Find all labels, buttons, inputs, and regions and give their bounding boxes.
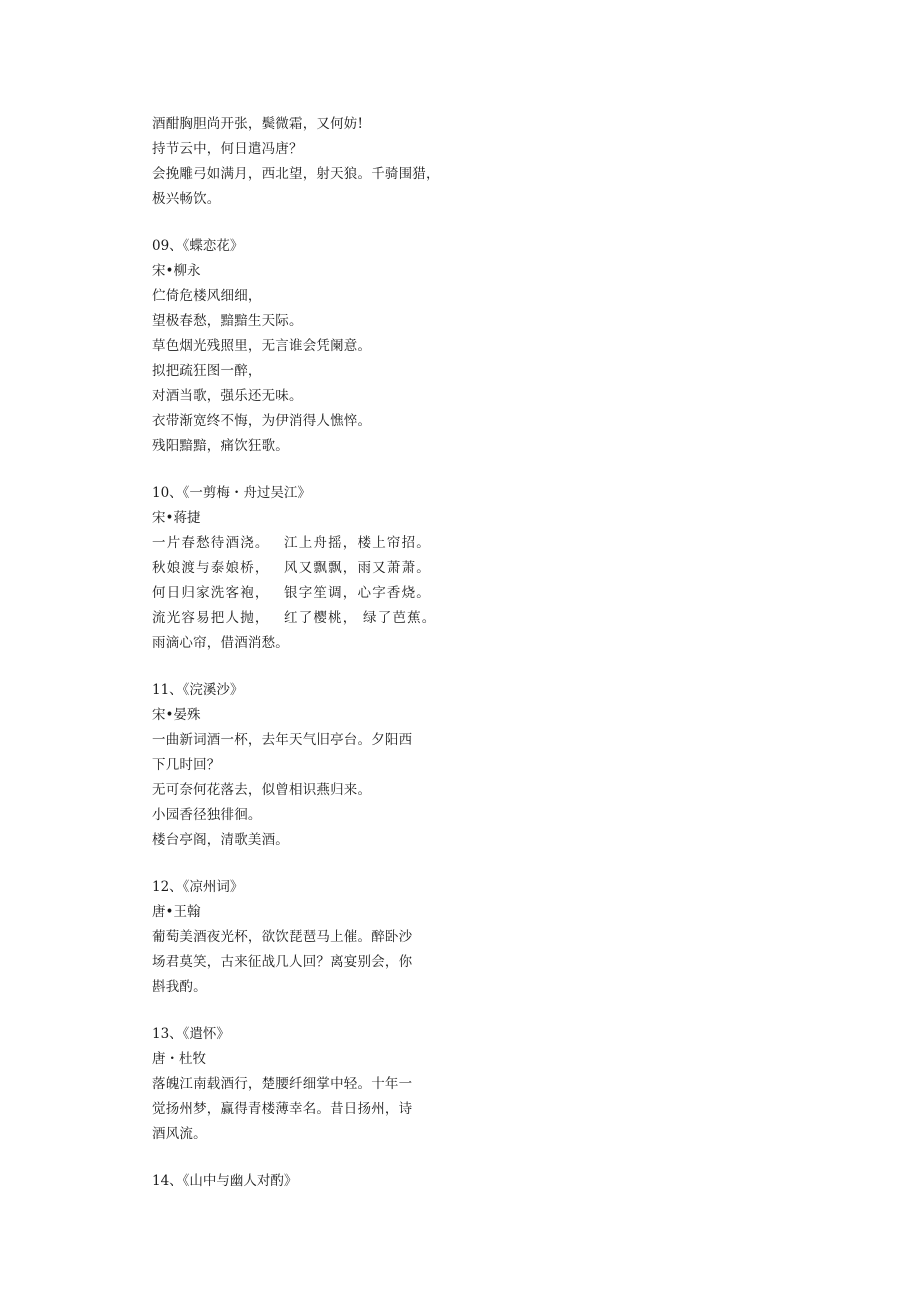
poem-line: 拟把疏狂图一醉， [152,363,262,379]
poem-line: 无可奈何花落去，似曾相识燕归来。 [152,782,372,798]
poem-line: 会挽雕弓如满月，西北望，射天狼。千骑围猎， [152,166,440,182]
poem-title: 14、《山中与幽人对酌》 [152,1173,298,1189]
poem-title: 11、《浣溪沙》 [152,682,244,698]
poem-line: 雨滴心帘，借酒消愁。 [152,635,289,651]
poem-line: 何日归家洗客袍， [152,585,270,601]
poem-line: 伫倚危楼风细细， [152,288,262,304]
poem-line: 望极春愁，黯黯生天际。 [152,313,303,329]
poem-line: 场君莫笑，古来征战几人回？离宴别会，你 [152,954,413,970]
poem-line: 衣带渐宽终不悔，为伊消得人憔悴。 [152,413,372,429]
poem-line: 一曲新词酒一杯，去年天气旧亭台。夕阳西 [152,732,413,748]
poem-line: 落魄江南载酒行，楚腰纤细掌中轻。十年一 [152,1076,413,1092]
poem-title: 09、《蝶恋花》 [152,238,244,254]
two-column-verses [152,531,452,631]
poem-line: 楼台亭阁，清歌美酒。 [152,832,289,848]
section-gap [152,853,452,875]
poem-09 [152,234,452,459]
section-gap [152,212,452,234]
poem-line: 下几时回？ [152,757,221,773]
poem-line: 持节云中，何日遣冯唐？ [152,141,303,157]
poem-line: 小园香径独徘徊。 [152,807,262,823]
poem-12 [152,875,452,1000]
poem-line: 草色烟光残照里，无言谁会凭阑意。 [152,338,372,354]
poem-line: 秋娘渡与泰娘桥， [152,560,270,576]
poem-08-tail [152,112,452,212]
poem-line: 葡萄美酒夜光杯，欲饮琵琶马上催。醉卧沙 [152,929,413,945]
poem-line: 酒酣胸胆尚开张，鬓微霜，又何妨! [152,116,364,132]
poem-line: 红了樱桃， 绿了芭蕉。 [284,610,437,626]
poem-line: 对酒当歌，强乐还无味。 [152,388,303,404]
poem-14 [152,1169,452,1194]
poem-line: 风又飘飘，雨又萧萧。 [284,560,431,576]
poem-line: 觉扬州梦，赢得青楼薄幸名。昔日扬州，诗 [152,1101,413,1117]
poem-title: 10、《一剪梅・舟过吴江》 [152,485,311,501]
poem-line: 斟我酌。 [152,979,207,995]
verse-column-left [152,531,272,631]
poem-10 [152,481,452,656]
poem-title: 13、《遣怀》 [152,1026,230,1042]
poem-title: 12、《凉州词》 [152,879,244,895]
poem-13 [152,1022,452,1147]
document-page [152,112,452,1194]
poem-author: 宋•蒋捷 [152,510,201,526]
poem-author: 唐・杜牧 [152,1051,206,1067]
poem-author: 宋•柳永 [152,263,201,279]
poem-line: 银字笙调，心字香烧。 [284,585,431,601]
poem-line: 酒风流。 [152,1126,207,1142]
poem-author: 唐•王翰 [152,904,201,920]
section-gap [152,656,452,678]
poem-line: 江上舟摇，楼上帘招。 [284,535,431,551]
poem-line: 流光容易把人抛， [152,610,270,626]
section-gap [152,1147,452,1169]
poem-11 [152,678,452,853]
verse-column-right [284,531,454,631]
poem-line: 一片春愁待酒浇。 [152,535,270,551]
section-gap [152,1000,452,1022]
poem-line: 残阳黯黯，痛饮狂歌。 [152,438,289,454]
section-gap [152,459,452,481]
poem-line: 极兴畅饮。 [152,191,221,207]
poem-author: 宋•晏殊 [152,707,201,723]
